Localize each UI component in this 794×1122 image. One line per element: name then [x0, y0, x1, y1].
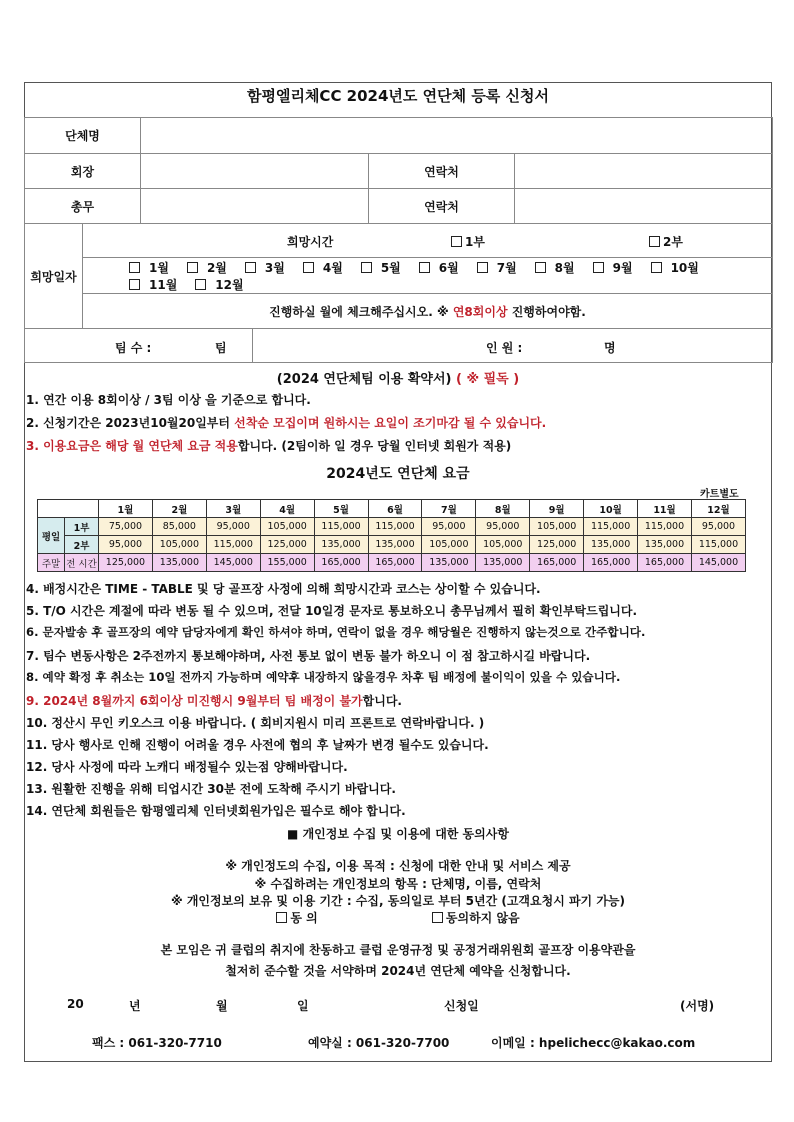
- checkbox-icon: [593, 262, 604, 273]
- consent-line-1: ※ 개인정도의 수집, 이용 목적 : 신청에 대한 안내 및 서비스 제공: [225, 859, 571, 873]
- checkbox-icon: [245, 262, 256, 273]
- rule-3-text: 합니다. (2팀이하 일 경우 당월 인터넷 회원가 적용): [237, 439, 512, 453]
- fee-month-header: 12월: [691, 500, 745, 518]
- checkbox-icon: [195, 279, 206, 290]
- session2-checkbox[interactable]: 2부: [649, 233, 683, 250]
- fee-cell: 165,000: [584, 554, 638, 572]
- fee-month-header: 4월: [260, 500, 314, 518]
- rule-14: 14. 연단체 회원들은 함평엘리체 인터넷회원가입은 필수로 해야 합니다.: [26, 804, 406, 818]
- rule-13: 13. 원활한 진행을 위해 티업시간 30분 전에 도착해 주시기 바랍니다.: [26, 782, 396, 796]
- pledge-line-2: 철저히 준수할 것을 서약하며 2024년 연단체 예약을 신청합니다.: [225, 964, 571, 978]
- footer-email: 이메일 : hpelichecc@kakao.com: [491, 1036, 696, 1050]
- fee-cell: 105,000: [476, 536, 530, 554]
- checkbox-icon: [651, 262, 662, 273]
- agreement-title: [24, 368, 772, 387]
- checkbox-icon: [477, 262, 488, 273]
- month-checkbox[interactable]: 3월: [245, 261, 294, 275]
- fee-cell: 75,000: [99, 518, 153, 536]
- fee-cell: 135,000: [314, 536, 368, 554]
- fee-cell: 165,000: [530, 554, 584, 572]
- fee-month-header: 6월: [368, 500, 422, 518]
- fee-cell: 155,000: [260, 554, 314, 572]
- month-notice: [83, 294, 773, 329]
- fee-cell: 125,000: [530, 536, 584, 554]
- fee-cell: 115,000: [368, 518, 422, 536]
- fee-month-header: 10월: [584, 500, 638, 518]
- fee-cell: 125,000: [260, 536, 314, 554]
- agreement-title-red: ( ※ 필독 ): [455, 372, 520, 387]
- rule-2: [26, 414, 786, 431]
- secretary-contact-label: 연락처: [369, 189, 515, 224]
- rule-3-num: 3.: [26, 439, 44, 453]
- fee-cell: 165,000: [368, 554, 422, 572]
- fee-cell: 135,000: [584, 536, 638, 554]
- month-checkbox-row: [83, 258, 773, 294]
- rule-9: [26, 692, 786, 709]
- month-checkbox[interactable]: 8월: [535, 261, 584, 275]
- fee-cell: 135,000: [368, 536, 422, 554]
- fee-month-header: 9월: [530, 500, 584, 518]
- month-checkbox[interactable]: 7월: [477, 261, 526, 275]
- rule-9-text: 합니다.: [362, 694, 402, 708]
- notice-red-text: 연8회이상: [452, 304, 508, 319]
- month-checkbox[interactable]: 11월: [129, 278, 186, 292]
- secretary-contact-field[interactable]: [515, 189, 773, 224]
- teams-label: 팀 수 :: [115, 341, 152, 355]
- consent-line-3: ※ 개인정보의 보유 및 이용 기간 : 수집, 동의일로 부터 5년간 (고객요청시 파기 가능): [170, 894, 625, 908]
- president-field[interactable]: [141, 154, 369, 189]
- fee-row-weekend: [38, 554, 746, 572]
- president-label: 회장: [25, 154, 141, 189]
- month-checkbox[interactable]: 9월: [593, 261, 642, 275]
- rule-6: 6. 문자발송 후 골프장의 예약 담당자에게 확인 하셔야 하며, 연락이 없을 경우 해당월은 진행하지 않는것으로 간주합니다.: [26, 625, 646, 639]
- row2-label: 2부: [65, 536, 99, 554]
- fee-cell: 105,000: [260, 518, 314, 536]
- rule-10: 10. 정산시 무인 키오스크 이용 바랍니다. ( 회비지원시 미리 프론트로 연락바랍니다. ): [26, 716, 485, 730]
- month-checkbox[interactable]: 2월: [187, 261, 236, 275]
- people-unit: 명: [604, 341, 616, 355]
- fee-month-header: 1월: [99, 500, 153, 518]
- month-checkbox[interactable]: 10월: [651, 261, 708, 275]
- fee-month-header: 11월: [638, 500, 692, 518]
- rule-11: 11. 당사 행사로 인해 진행이 어려울 경우 사전에 협의 후 날짜가 변경 될수도 있습니다.: [26, 738, 489, 752]
- fee-cell: 105,000: [152, 536, 206, 554]
- checkbox-icon: [129, 262, 140, 273]
- checkbox-icon: [129, 279, 140, 290]
- rule-4: 4. 배정시간은 TIME - TABLE 및 당 골프장 사정에 의해 희망시간과 코스는 상이할 수 있습니다.: [26, 582, 541, 596]
- rule-1: 1. 연간 이용 8회이상 / 3팀 이상 을 기준으로 합니다.: [26, 393, 311, 407]
- session1-checkbox[interactable]: 1부: [451, 233, 485, 250]
- fee-month-header: 7월: [422, 500, 476, 518]
- checkbox-icon: [303, 262, 314, 273]
- secretary-label: 총무: [25, 189, 141, 224]
- rule-9-num: 9.: [26, 694, 44, 708]
- rule-8: 8. 예약 확정 후 취소는 10일 전까지 가능하며 예약후 내장하지 않을경우 차후 팀 배정에 불이익이 있을 수 있습니다.: [26, 670, 621, 684]
- month-checkbox[interactable]: 12월: [195, 278, 252, 292]
- registration-table: [24, 117, 773, 363]
- fee-cell: 115,000: [638, 518, 692, 536]
- fee-month-header: 8월: [476, 500, 530, 518]
- rule-7: 7. 팀수 변동사항은 2주전까지 통보해야하며, 사전 통보 없이 변동 불가 하오니 이 점 참고하시길 바랍니다.: [26, 649, 591, 663]
- fee-cell: 85,000: [152, 518, 206, 536]
- fee-row-weekday-1: [38, 518, 746, 536]
- pledge-line-1: 본 모임은 귀 클럽의 취지에 찬동하고 클럽 운영규정 및 공정거래위원회 골프장 이용약관을: [160, 943, 636, 957]
- rule-9-red: 2024년 8월까지 6회이상 미진행시 9월부터 팀 배정이 불가: [43, 694, 363, 708]
- checkbox-icon: [649, 236, 660, 247]
- checkbox-icon: [361, 262, 372, 273]
- notice-suffix-text: 진행하여야함.: [507, 304, 586, 319]
- checkbox-icon: [451, 236, 462, 247]
- sign-day: 일: [297, 999, 309, 1013]
- fee-cell: 165,000: [638, 554, 692, 572]
- sign-year-prefix: 20: [67, 997, 84, 1011]
- month-checkbox[interactable]: 6월: [419, 261, 468, 275]
- disagree-label: 동의하지 않음: [445, 911, 520, 925]
- fee-cell: 95,000: [476, 518, 530, 536]
- agree-label: 동 의: [290, 911, 318, 925]
- checkbox-icon: [419, 262, 430, 273]
- rule-3-red: 이용요금은 해당 월 연단체 요금 적용: [43, 439, 238, 453]
- people-label: 인 원 :: [486, 341, 523, 355]
- footer-fax: 팩스 : 061-320-7710: [92, 1036, 222, 1050]
- fee-month-header: 3월: [206, 500, 260, 518]
- fee-cell: 95,000: [99, 536, 153, 554]
- fee-cell: 165,000: [314, 554, 368, 572]
- rule-5: 5. T/O 시간은 계절에 따라 변동 될 수 있으며, 전달 10일경 문자로 통보하오니 총무님께서 필히 확인부탁드립니다.: [26, 604, 638, 618]
- checkbox-icon: [276, 912, 287, 923]
- disagree-checkbox[interactable]: [432, 911, 520, 925]
- weekday-label: 평일: [38, 518, 65, 554]
- fee-month-header: 5월: [314, 500, 368, 518]
- rule-12: 12. 당사 사정에 따라 노캐디 배정될수 있는점 양해바랍니다.: [26, 760, 348, 774]
- notice-text: 진행하실 월에 체크해주십시오. ※: [269, 304, 453, 319]
- fee-cell: 95,000: [422, 518, 476, 536]
- document-title: 함평엘리체CC 2024년도 연단체 등록 신청서: [246, 87, 549, 105]
- fee-cell: 105,000: [422, 536, 476, 554]
- month-checkbox[interactable]: 4월: [303, 261, 352, 275]
- sign-year: 년: [129, 999, 141, 1013]
- group-name-field[interactable]: [141, 118, 773, 154]
- consent-heading: ■ 개인정보 수집 및 이용에 대한 동의사항: [287, 827, 509, 841]
- rule-2-text: 2. 신청기간은 2023년10월20일부터: [26, 416, 235, 430]
- checkbox-icon: [187, 262, 198, 273]
- consent-choice-row: [24, 909, 772, 926]
- agreement-title-text: (2024 연단체팀 이용 확약서): [276, 372, 452, 387]
- rule-3: [26, 437, 786, 454]
- fee-cell: 145,000: [691, 554, 745, 572]
- signature-label: (서명): [680, 999, 715, 1013]
- rule-2-red: 선착순 모집이며 원하시는 요일이 조기마감 될 수 있습니다.: [234, 416, 547, 430]
- fee-month-header: 2월: [152, 500, 206, 518]
- fee-cell: 115,000: [584, 518, 638, 536]
- fee-cell: 135,000: [422, 554, 476, 572]
- fee-cell: 105,000: [530, 518, 584, 536]
- weekend-label: 주말: [38, 554, 65, 572]
- fee-row-weekday-2: [38, 536, 746, 554]
- cart-note: 카트별도: [700, 489, 739, 500]
- desired-time-row: [83, 224, 773, 258]
- row3-label: 전 시간: [65, 554, 99, 572]
- fee-table: [37, 499, 746, 572]
- president-contact-label: 연락처: [369, 154, 515, 189]
- fee-cell: 115,000: [691, 536, 745, 554]
- teams-cell[interactable]: [25, 329, 253, 363]
- fee-title: 2024년도 연단체 요금: [326, 466, 470, 482]
- checkbox-icon: [535, 262, 546, 273]
- sign-month: 월: [216, 999, 228, 1013]
- fee-header-row: [38, 500, 746, 518]
- fee-header-blank: [38, 500, 99, 518]
- desired-date-label: 희망일자: [25, 224, 83, 329]
- fee-cell: 95,000: [206, 518, 260, 536]
- fee-cell: 135,000: [638, 536, 692, 554]
- row1-label: 1부: [65, 518, 99, 536]
- president-contact-field[interactable]: [515, 154, 773, 189]
- fee-cell: 95,000: [691, 518, 745, 536]
- checkbox-icon: [432, 912, 443, 923]
- fee-cell: 115,000: [206, 536, 260, 554]
- group-name-label: 단체명: [25, 118, 141, 154]
- month-checkbox[interactable]: 1월: [129, 261, 178, 275]
- month-checkbox[interactable]: 5월: [361, 261, 410, 275]
- agree-checkbox[interactable]: [276, 911, 317, 925]
- consent-line-2: ※ 수집하려는 개인정보의 항목 : 단체명, 이름, 연락처: [254, 877, 542, 891]
- fee-cell: 115,000: [314, 518, 368, 536]
- fee-cell: 145,000: [206, 554, 260, 572]
- applicant-label: 신청일: [444, 999, 479, 1013]
- desired-time-label: 희망시간: [287, 235, 334, 249]
- secretary-field[interactable]: [141, 189, 369, 224]
- teams-unit: 팀: [215, 341, 227, 355]
- fee-cell: 135,000: [152, 554, 206, 572]
- fee-cell: 135,000: [476, 554, 530, 572]
- people-cell[interactable]: [253, 329, 773, 363]
- fee-cell: 125,000: [99, 554, 153, 572]
- footer-reservation: 예약실 : 061-320-7700: [308, 1036, 450, 1050]
